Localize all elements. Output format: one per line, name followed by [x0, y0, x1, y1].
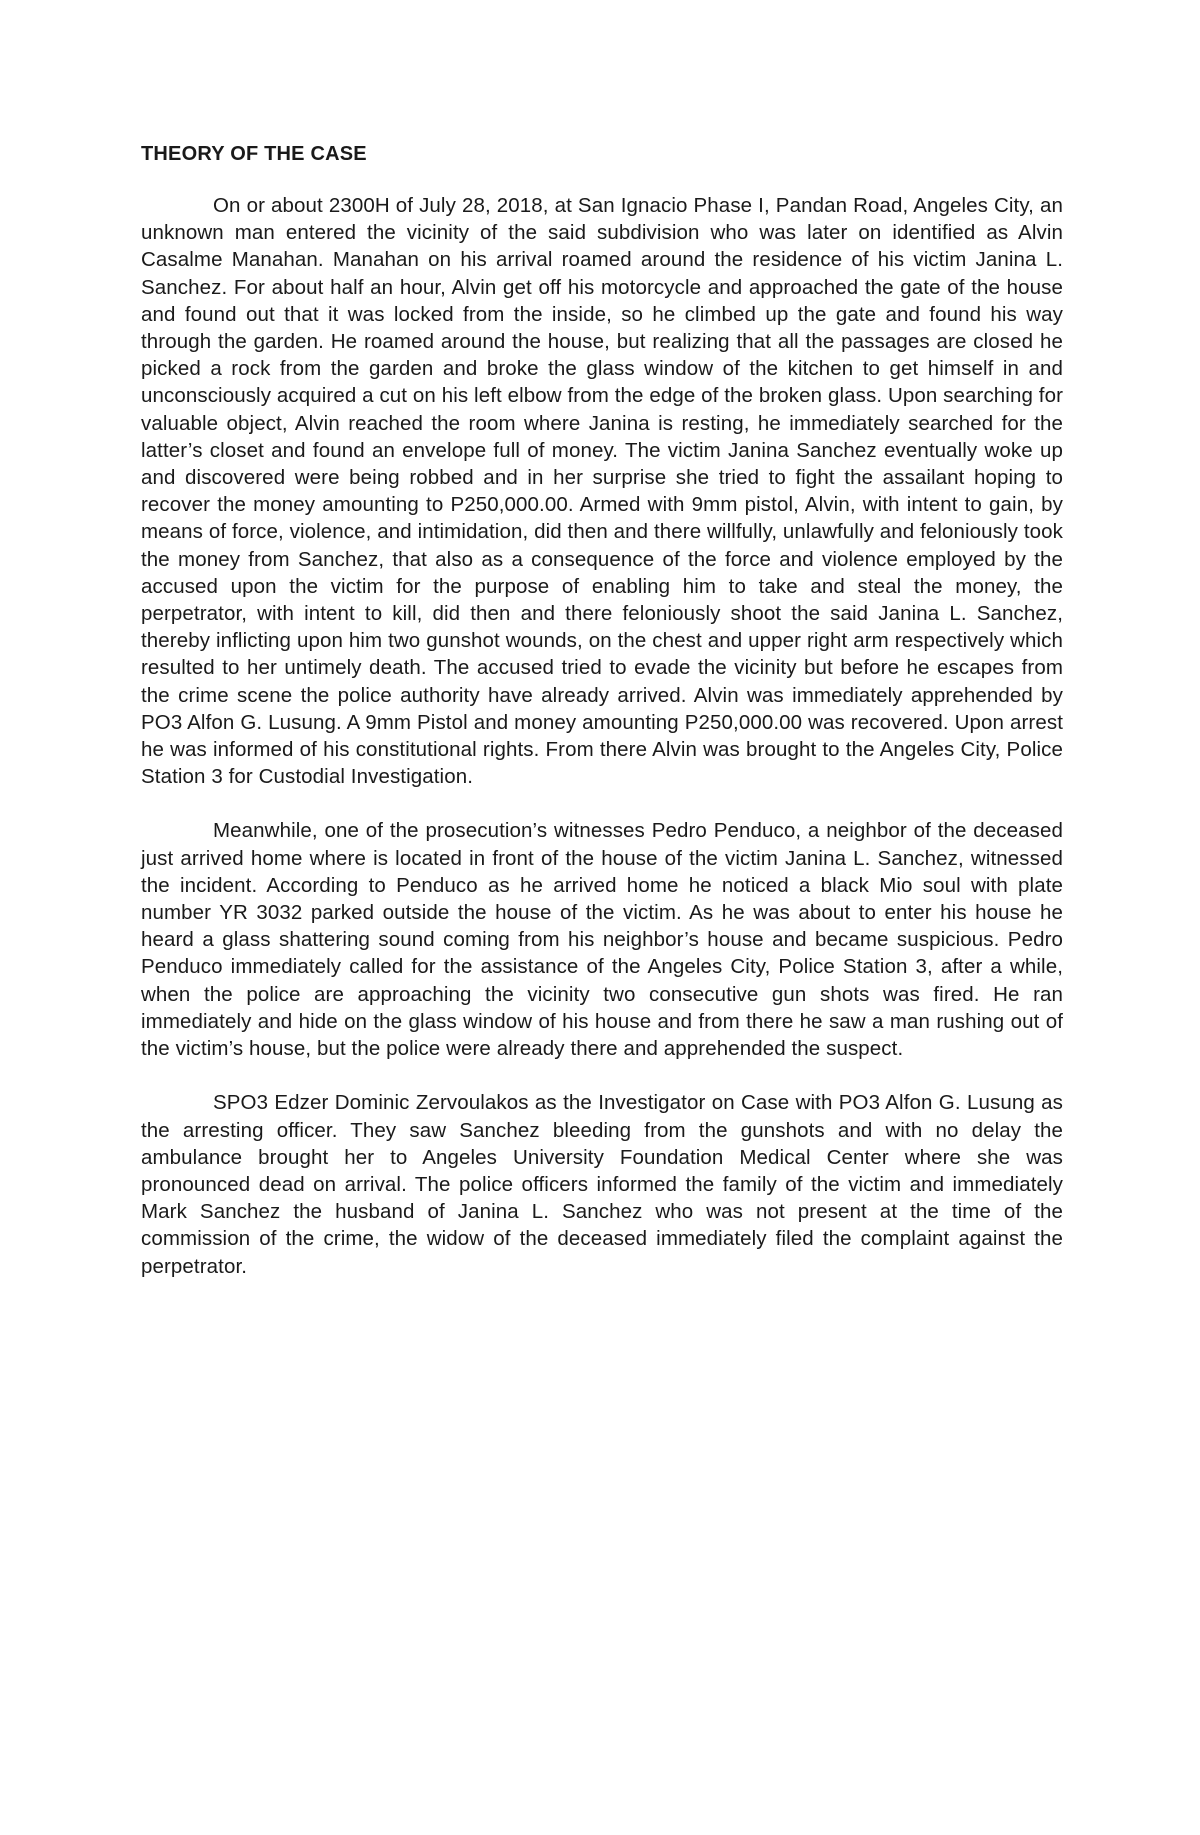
document-body [141, 141, 1063, 1307]
paragraph-witness: Meanwhile, one of the prosecution’s witnesses Pedro Penduco, a neighbor of the deceased just arrived home where is located in front of the house of the victim Janina L. Sanchez, witnessed the incident. According to Penduco as he arrived home he noticed a black Mio soul with plate number YR 3032 parked outside the house of the victim. As he was about to enter his house he heard a glass shattering sound coming from his neighbor’s house and became suspicious. Pedro Penduco immediately called for the assistance of the Angeles City, Police Station 3, after a while, when the police are approaching the vicinity two consecutive gun shots was fired. He ran immediately and hide on the glass window of his house and from there he saw a man rushing out of the victim’s house, but the police were already there and apprehended the suspect. [141, 819, 1063, 1061]
paragraph-incident: On or about 2300H of July 28, 2018, at San Ignacio Phase I, Pandan Road, Angeles City, an unknown man entered the vicinity of the said subdivision who was later on identified as Alvin Casalme Manahan. Manahan on his arrival roamed around the residence of his victim Janina L. Sanchez. For about half an hour, Alvin get off his motorcycle and approached the gate of the house and found out that it was locked from the inside, so he climbed up the gate and found his way through the garden. He roamed around the house, but realizing that all the passages are closed he picked a rock from the garden and broke the glass window of the kitchen to get himself in and unconsciously acquired a cut on his left elbow from the edge of the broken glass. Upon searching for valuable object, Alvin reached the room where Janina is resting, he immediately searched for the latter’s closet and found an envelope full of money. The victim Janina Sanchez eventually woke up and discovered were being robbed and in her surprise she tried to fight the assailant hoping to recover the money amounting to P250,000.00. Armed with 9mm pistol, Alvin, with intent to gain, by means of force, violence, and intimidation, did then and there willfully, unlawfully and feloniously took the money from Sanchez, that also as a consequence of the force and violence employed by the accused upon the victim for the purpose of enabling him to take and steal the money, the perpetrator, with intent to kill, did then and there feloniously shoot the said Janina L. Sanchez, thereby inflicting upon him two gunshot wounds, on the chest and upper right arm respectively which resulted to her untimely death. The accused tried to evade the vicinity but before he escapes from the crime scene the police authority have already arrived. Alvin was immediately apprehended by PO3 Alfon G. Lusung. A 9mm Pistol and money amounting P250,000.00 was recovered. Upon arrest he was informed of his constitutional rights. From there Alvin was brought to the Angeles City, Police Station 3 for Custodial Investigation. [141, 194, 1063, 789]
paragraph-investigation: SPO3 Edzer Dominic Zervoulakos as the Investigator on Case with PO3 Alfon G. Lusung as the arresting officer. They saw Sanchez bleeding from the gunshots and with no delay the ambulance brought her to Angeles University Foundation Medical Center where she was pronounced dead on arrival. The police officers informed the family of the victim and immediately Mark Sanchez the husband of Janina L. Sanchez who was not present at the time of the commission of the crime, the widow of the deceased immediately filed the complaint against the perpetrator. [141, 1091, 1063, 1278]
document-title: THEORY OF THE CASE [141, 143, 367, 165]
